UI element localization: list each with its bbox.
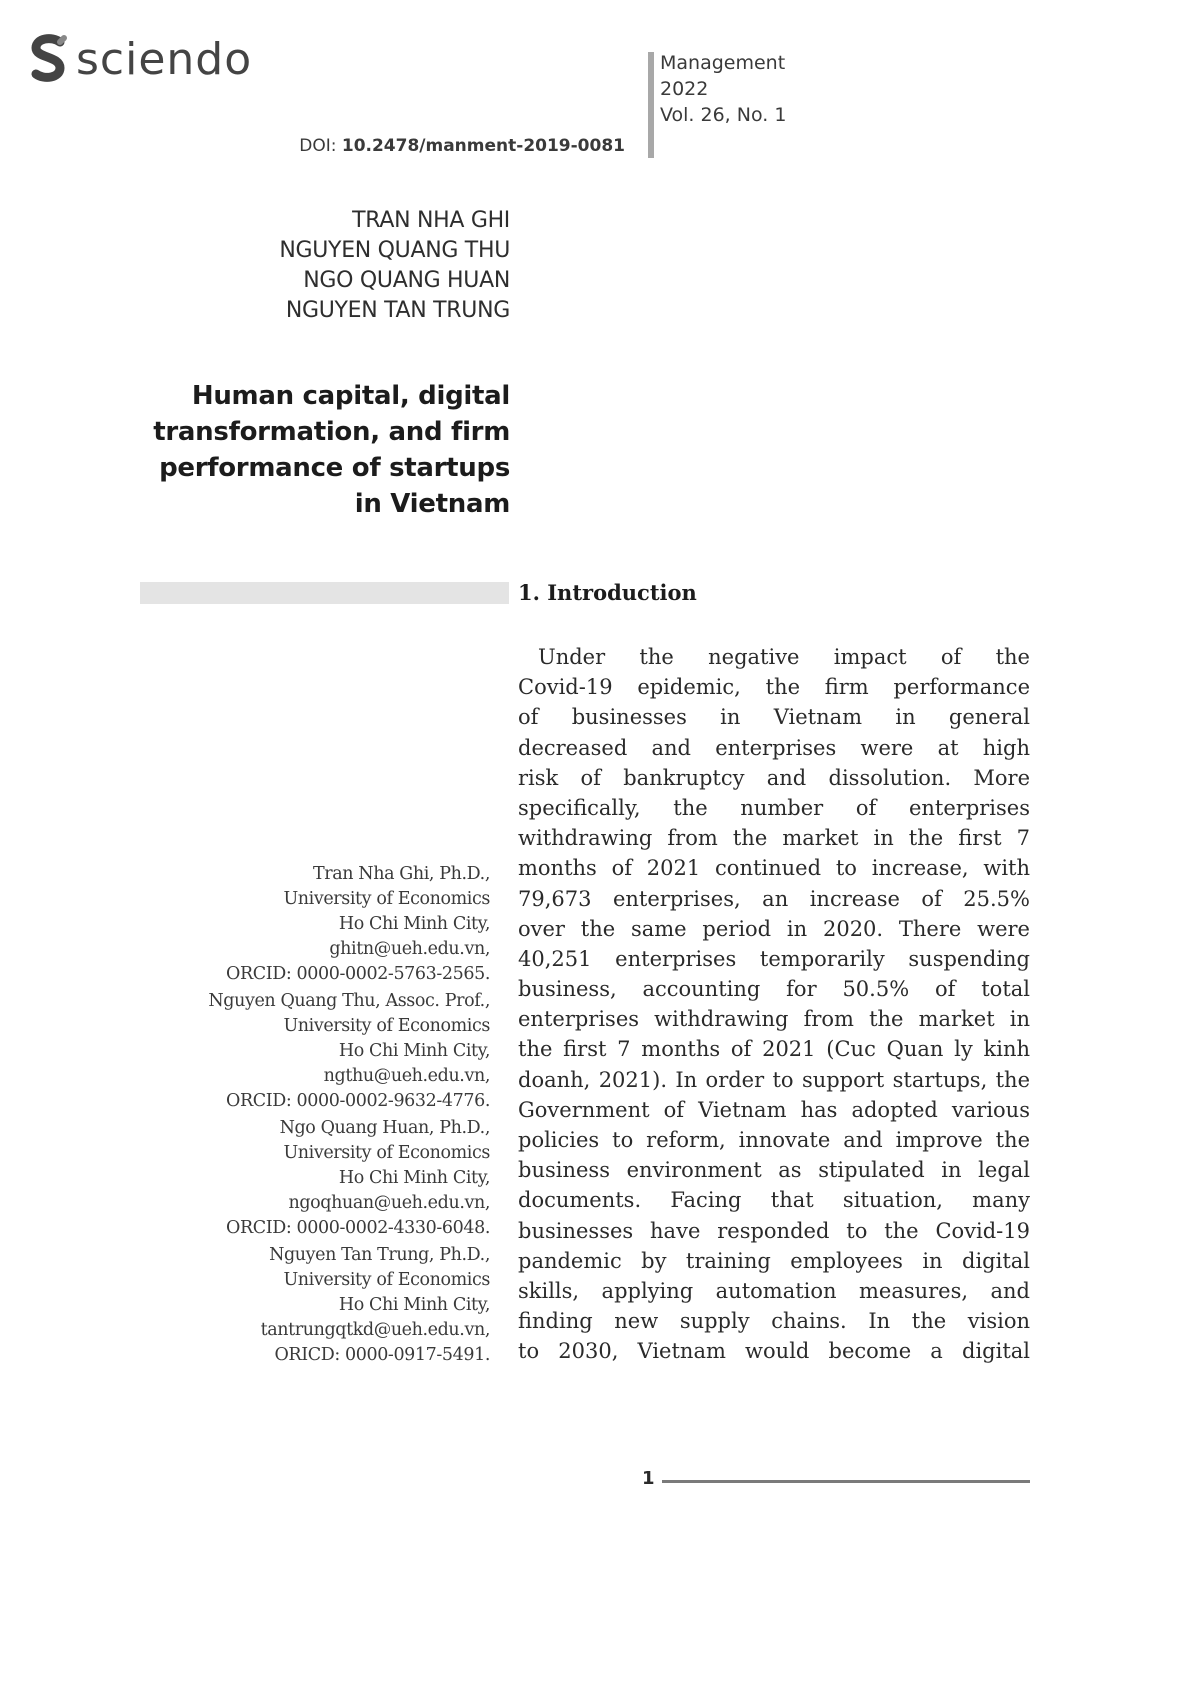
- body-text-line: 40,251 enterprises temporarily suspending: [518, 946, 1030, 971]
- affiliation-block: [208, 1116, 490, 1241]
- paper-title: [130, 378, 510, 522]
- affiliation-orcid: ORICD: 0000-0917-5491.: [274, 1345, 490, 1365]
- body-text-line: doanh, 2021). In order to support startups, the: [518, 1067, 1030, 1092]
- body-text-line: 79,673 enterprises, an increase of 25.5%: [518, 886, 1030, 911]
- affiliation-line: University of Economics: [283, 1016, 490, 1036]
- body-text-line: businesses have responded to the Covid-19: [518, 1218, 1030, 1243]
- body-text-line: business, accounting for 50.5% of total: [518, 977, 1030, 1002]
- affiliation-orcid: ORCID: 0000-0002-4330-6048.: [226, 1218, 490, 1238]
- affiliation-line: Ho Chi Minh City,: [338, 1168, 490, 1188]
- title-line: performance of startups: [159, 453, 510, 483]
- section-heading-bar: [140, 582, 509, 604]
- author-list: [279, 206, 510, 326]
- body-text-line: enterprises withdrawing from the market in: [518, 1007, 1030, 1032]
- journal-info: [660, 50, 786, 128]
- publisher-logo: [30, 30, 252, 90]
- affiliation-line: Ho Chi Minh City,: [338, 1041, 490, 1061]
- body-text-line: skills, applying automation measures, and: [518, 1278, 1030, 1303]
- body-text-line: pandemic by training employees in digital: [518, 1248, 1030, 1273]
- body-text-line: decreased and enterprises were at high: [518, 735, 1030, 760]
- body-text-line: to 2030, Vietnam would become a digital: [518, 1339, 1030, 1364]
- journal-year: 2022: [660, 78, 709, 100]
- doi: [299, 136, 625, 156]
- affiliation-block: [208, 1243, 490, 1368]
- body-text-line: Government of Vietnam has adopted various: [518, 1097, 1030, 1122]
- body-text-line: Covid-19 epidemic, the firm performance: [518, 675, 1030, 700]
- doi-value[interactable]: 10.2478/manment-2019-0081: [341, 136, 625, 156]
- affiliation-orcid: ORCID: 0000-0002-5763-2565.: [226, 964, 490, 984]
- affiliation-line: Ho Chi Minh City,: [338, 914, 490, 934]
- logo-wordmark: sciendo: [76, 34, 253, 85]
- page-number: 1: [642, 1468, 655, 1489]
- affiliations: [208, 862, 490, 1370]
- body-text-line: policies to reform, innovate and improve the: [518, 1128, 1030, 1152]
- title-line: Human capital, digital: [191, 381, 510, 411]
- sciendo-logo-icon: [30, 34, 70, 86]
- affiliation-email[interactable]: ngthu@ueh.edu.vn,: [323, 1066, 490, 1086]
- affiliation-email[interactable]: tantrungqtkd@ueh.edu.vn,: [260, 1320, 490, 1340]
- author-name: TRAN NHA GHI: [352, 208, 510, 233]
- section-heading: 1. Introduction: [518, 580, 697, 605]
- affiliation-block: [208, 862, 490, 987]
- introduction-paragraph: [518, 642, 1030, 1367]
- doi-label: DOI:: [299, 136, 342, 156]
- title-line: in Vietnam: [354, 489, 510, 519]
- body-text-line: specifically, the number of enterprises: [518, 795, 1030, 820]
- body-text-line: of businesses in Vietnam in general: [518, 705, 1030, 730]
- body-text-line: over the same period in 2020. There were: [518, 916, 1030, 941]
- affiliation-block: [208, 989, 490, 1114]
- affiliation-line: Nguyen Quang Thu, Assoc. Prof.,: [208, 991, 490, 1011]
- affiliation-email[interactable]: ghitn@ueh.edu.vn,: [329, 939, 490, 959]
- affiliation-line: University of Economics: [283, 889, 490, 909]
- body-text-line: Under the negative impact of the: [538, 645, 1030, 669]
- body-text-line: documents. Facing that situation, many: [518, 1188, 1030, 1213]
- affiliation-email[interactable]: ngoqhuan@ueh.edu.vn,: [288, 1193, 490, 1213]
- author-name: NGO QUANG HUAN: [303, 268, 510, 293]
- affiliation-line: University of Economics: [283, 1143, 490, 1163]
- journal-name: Management: [660, 52, 786, 74]
- affiliation-line: Tran Nha Ghi, Ph.D.,: [313, 864, 490, 884]
- body-text-line: finding new supply chains. In the vision: [518, 1309, 1030, 1334]
- affiliation-line: University of Economics: [283, 1270, 490, 1290]
- author-name: NGUYEN TAN TRUNG: [285, 298, 510, 323]
- affiliation-line: Nguyen Tan Trung, Ph.D.,: [269, 1245, 490, 1265]
- affiliation-line: Ngo Quang Huan, Ph.D.,: [279, 1118, 490, 1138]
- journal-info-bar: [648, 52, 654, 158]
- journal-volume: Vol. 26, No. 1: [660, 104, 787, 126]
- title-line: transformation, and firm: [153, 417, 510, 447]
- body-text-line: months of 2021 continued to increase, with: [518, 856, 1030, 881]
- body-text-line: risk of bankruptcy and dissolution. More: [518, 765, 1030, 790]
- affiliation-line: Ho Chi Minh City,: [338, 1295, 490, 1315]
- body-text-line: withdrawing from the market in the first 7: [518, 826, 1030, 851]
- footer-rule: [662, 1480, 1030, 1483]
- body-text-line: business environment as stipulated in legal: [518, 1158, 1030, 1183]
- body-text-line: the first 7 months of 2021 (Cuc Quan ly kinh: [518, 1037, 1030, 1062]
- author-name: NGUYEN QUANG THU: [279, 238, 510, 263]
- affiliation-orcid: ORCID: 0000-0002-9632-4776.: [226, 1091, 490, 1111]
